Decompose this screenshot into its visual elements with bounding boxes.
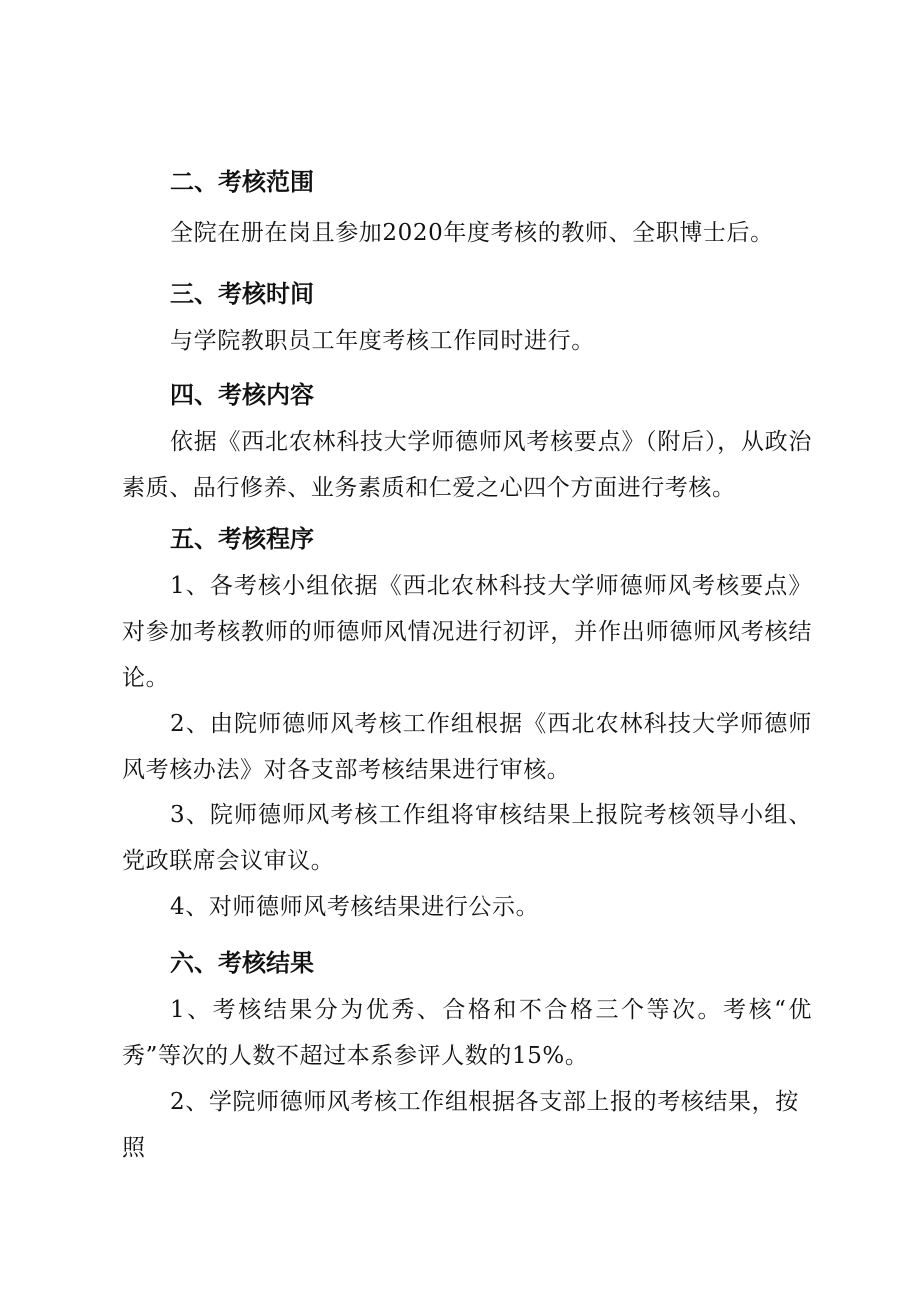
time-paragraph: 与学院教职员工年度考核工作同时进行。 <box>170 328 595 354</box>
scope-paragraph: 全院在册在岗且参加2020年度考核的教师、全职博士后。 <box>170 220 774 246</box>
procedure-step-4: 4、对师德师风考核结果进行公示。 <box>170 894 540 920</box>
section-heading-content: 四、考核内容 <box>170 381 314 409</box>
procedure-step-2: 2、由院师德师风考核工作组根据《西北农林科技大学师德师风考核办法》对各支部考核结果进行审核。 <box>122 711 812 783</box>
content-paragraph: 依据《西北农林科技大学师德师风考核要点》（附后），从政治素质、品行修养、业务素质和仁爱之心四个方面进行考核。 <box>122 429 812 501</box>
results-item-2: 2、学院师德师风考核工作组根据各支部上报的考核结果，按照 <box>122 1089 799 1161</box>
section-heading-results: 六、考核结果 <box>170 949 314 977</box>
procedure-step-3: 3、院师德师风考核工作组将审核结果上报院考核领导小组、党政联席会议审议。 <box>122 802 812 874</box>
section-heading-procedure: 五、考核程序 <box>170 525 314 553</box>
procedure-step-1: 1、各考核小组依据《西北农林科技大学师德师风考核要点》对参加考核教师的师德师风情况进行初评，并作出师德师风考核结论。 <box>122 573 812 691</box>
results-item-1: 1、考核结果分为优秀、合格和不合格三个等次。考核“优秀”等次的人数不超过本系参评人数的15%。 <box>122 997 812 1069</box>
section-heading-scope: 二、考核范围 <box>170 168 314 196</box>
section-heading-time: 三、考核时间 <box>170 280 314 308</box>
